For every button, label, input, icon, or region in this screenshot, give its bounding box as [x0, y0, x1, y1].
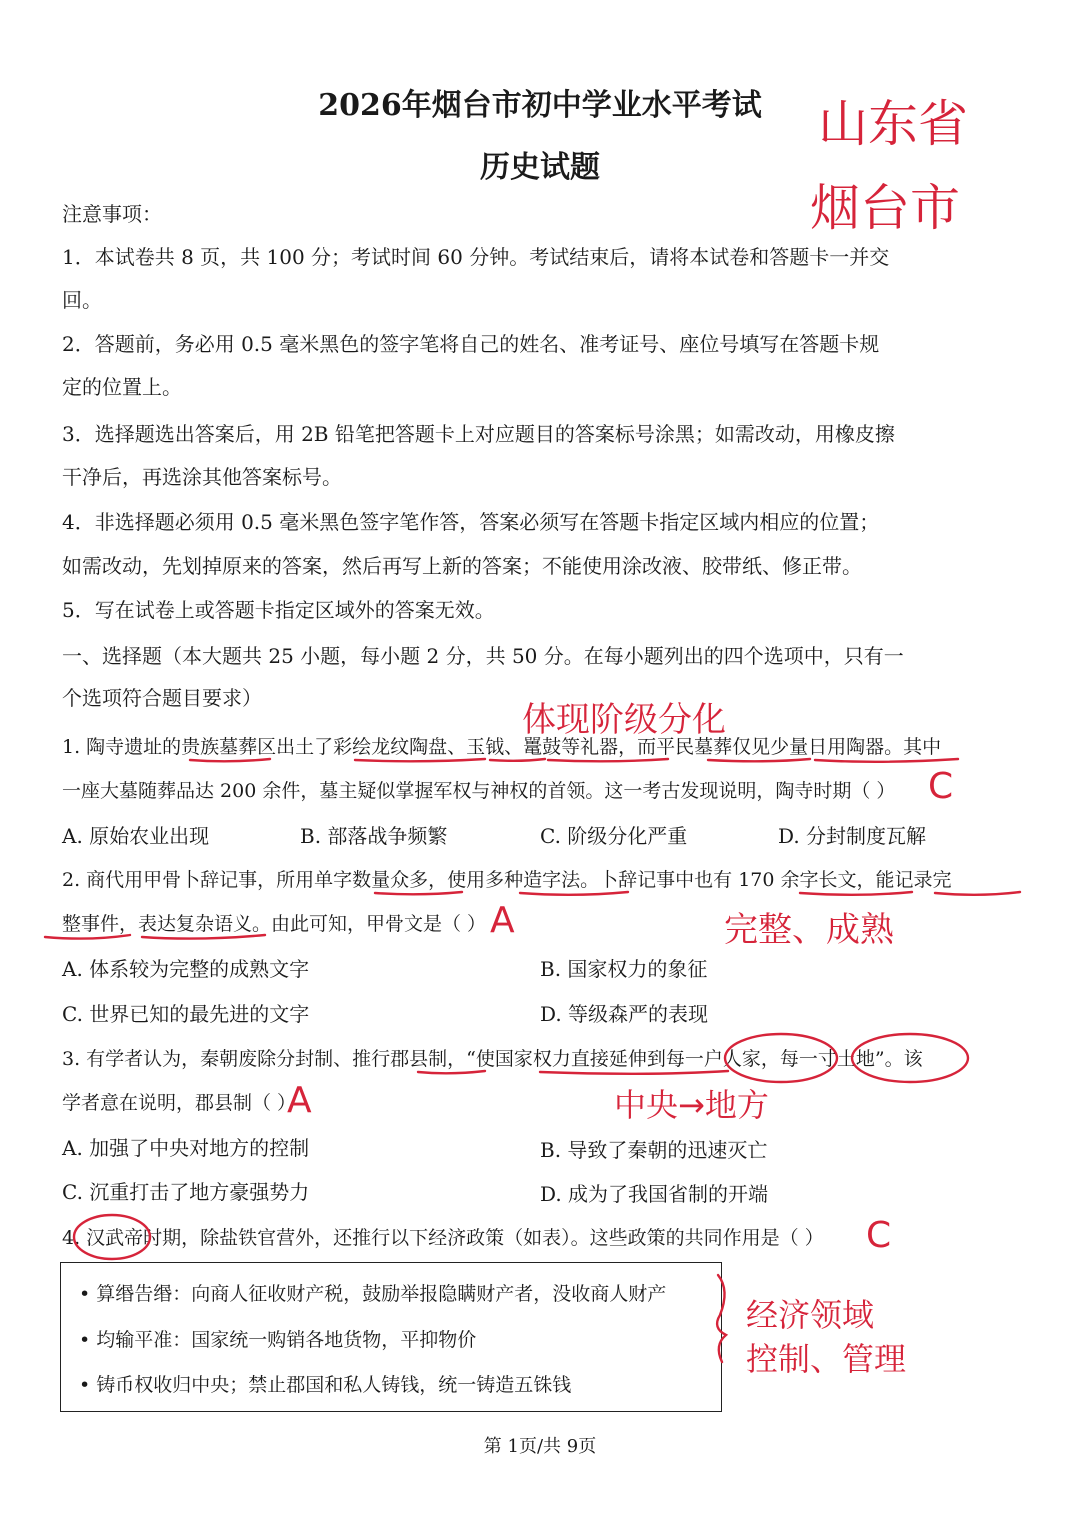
policy-row: • 算缗告缗：向商人征收财产税，鼓励举报隐瞒财产者，没收商人财产 [79, 1283, 667, 1305]
q3-option-a: A. 加强了中央对地方的控制 [62, 1136, 310, 1160]
handwritten-answer-q3: A [287, 1080, 312, 1121]
policy-row: • 铸币权收归中央；禁止郡国和私人铸钱，统一铸造五铢钱 [79, 1374, 572, 1396]
exam-title: 2026年烟台市初中学业水平考试 [318, 88, 762, 123]
page-number: 第 1页/共 9页 [483, 1436, 597, 1457]
handwritten-note-q3: 中央→地方 [614, 1086, 769, 1124]
q1-option-a: A. 原始农业出现 [62, 824, 210, 848]
note-3-line-1: 3．选择题选出答案后，用 2B 铅笔把答题卡上对应题目的答案标号涂黑；如需改动，用橡皮擦 [62, 422, 895, 446]
section-heading-line-2: 个选项符合题目要求） [62, 686, 262, 710]
handwritten-province: 山东省 [818, 95, 968, 153]
q2-option-b: B. 国家权力的象征 [540, 957, 708, 981]
note-5: 5．写在试卷上或答题卡指定区域外的答案无效。 [62, 598, 495, 622]
q3-stem-line-1: 3. 有学者认为，秦朝废除分封制、推行郡县制，“使国家权力直接延伸到每一户人家，每一寸土地”。该 [62, 1048, 923, 1070]
q1-option-d: D. 分封制度瓦解 [778, 824, 927, 848]
q3-option-b: B. 导致了秦朝的迅速灭亡 [540, 1138, 768, 1162]
handwritten-note-q4-line-2: 控制、管理 [746, 1340, 907, 1378]
note-2-line-1: 2．答题前，务必用 0.5 毫米黑色的签字笔将自己的姓名、准考证号、座位号填写在答题卡规 [62, 332, 880, 356]
note-4-line-1: 4．非选择题必须用 0.5 毫米黑色签字笔作答，答案必须写在答题卡指定区域内相应的位置； [62, 510, 880, 534]
note-2-line-2: 定的位置上。 [62, 375, 182, 399]
handwritten-answer-q2: A [490, 900, 515, 941]
handwritten-note-q4-line-1: 经济领域 [746, 1296, 875, 1334]
q4-stem: 4. 汉武帝时期，除盐铁官营外，还推行以下经济政策（如表）。这些政策的共同作用是（ ） [62, 1227, 824, 1249]
note-3-line-2: 干净后，再选涂其他答案标号。 [62, 465, 342, 489]
q3-stem-line-2: 学者意在说明，郡县制（ ） [62, 1092, 297, 1114]
policy-row: • 均输平准：国家统一购销各地货物，平抑物价 [79, 1329, 477, 1351]
notes-heading: 注意事项： [62, 202, 162, 226]
policy-table [60, 1262, 722, 1412]
note-4-line-2: 如需改动，先划掉原来的答案，然后再写上新的答案；不能使用涂改液、胶带纸、修正带。 [62, 554, 862, 578]
handwritten-note-q2: 完整、成熟 [724, 910, 894, 950]
q1-option-b: B. 部落战争频繁 [300, 824, 448, 848]
section-heading-line-1: 一、选择题（本大题共 25 小题，每小题 2 分，共 50 分。在每小题列出的四个选项中，只有一 [62, 644, 904, 668]
q3-option-c: C. 沉重打击了地方豪强势力 [62, 1180, 310, 1204]
handwritten-city: 烟台市 [810, 179, 960, 237]
q1-stem-line-1: 1. 陶寺遗址的贵族墓葬区出土了彩绘龙纹陶盘、玉钺、鼍鼓等礼器，而平民墓葬仅见少量日用陶器。其中 [62, 736, 942, 758]
q2-option-d: D. 等级森严的表现 [540, 1002, 709, 1026]
q1-stem-line-2: 一座大墓随葬品达 200 余件，墓主疑似掌握军权与神权的首领。这一考古发现说明，陶寺时期（ ） [62, 780, 896, 802]
q2-stem-line-2: 整事件，表达复杂语义。由此可知，甲骨文是（ ） [62, 913, 487, 935]
q2-option-c: C. 世界已知的最先进的文字 [62, 1002, 310, 1026]
note-1-line-1: 1．本试卷共 8 页，共 100 分；考试时间 60 分钟。考试结束后，请将本试卷和答题卡一并交 [62, 245, 890, 269]
note-1-line-2: 回。 [62, 288, 102, 312]
q2-stem-line-1: 2. 商代用甲骨卜辞记事，所用单字数量众多，使用多种造字法。卜辞记事中也有 170 余字长文，能记录完 [62, 869, 952, 891]
handwritten-answer-q1: C [928, 766, 954, 807]
q1-option-c: C. 阶级分化严重 [540, 824, 688, 848]
q2-option-a: A. 体系较为完整的成熟文字 [62, 957, 310, 981]
handwritten-answer-q4: C [866, 1215, 892, 1256]
handwritten-note-q1: 体现阶级分化 [522, 700, 726, 740]
q3-option-d: D. 成为了我国省制的开端 [540, 1182, 769, 1206]
exam-subtitle: 历史试题 [480, 150, 600, 185]
